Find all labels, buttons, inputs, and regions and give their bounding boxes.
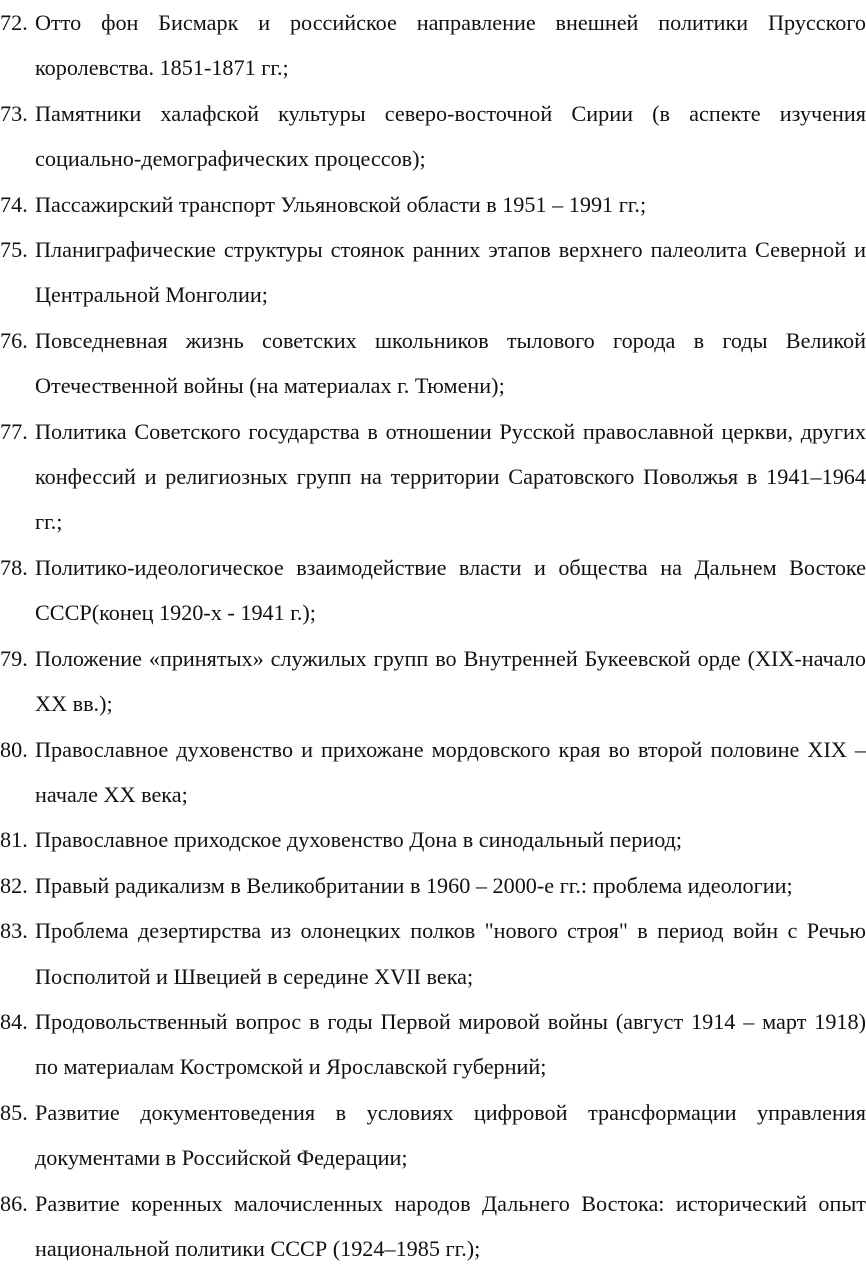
item-number: 74. bbox=[0, 191, 28, 217]
list-item bbox=[0, 817, 866, 862]
item-number: 75. bbox=[0, 237, 28, 263]
item-text: Проблема дезертирства из олонецких полков "нового строя" в период войн с Речью Посполитой и Швецией в середине XVII века; bbox=[35, 918, 866, 989]
list-item bbox=[0, 409, 866, 545]
item-number: 73. bbox=[0, 100, 28, 126]
item-number: 79. bbox=[0, 645, 28, 671]
item-text: Памятники халафской культуры северо-восточной Сирии (в аспекте изучения социально-демографических процессов); bbox=[35, 100, 866, 172]
item-text: Политико-идеологическое взаимодействие власти и общества на Дальнем Востоке СССР(конец 1920-х - 1941 г.); bbox=[35, 554, 866, 626]
list-item bbox=[0, 863, 866, 908]
item-number: 76. bbox=[0, 327, 28, 353]
item-number: 80. bbox=[0, 736, 28, 762]
list-item bbox=[0, 999, 866, 1090]
item-text: Отто фон Бисмарк и российское направление внешней политики Прусского королевства. 1851-1871 гг.; bbox=[35, 10, 866, 81]
item-text: Православное духовенство и прихожане мордовского края во второй половине XIX – начале XX века; bbox=[35, 736, 866, 807]
item-text: Политика Советского государства в отношении Русской православной церкви, других конфессий и религиозных групп на территории Саратовского Поволжья в 1941–1964 гг.; bbox=[35, 418, 866, 535]
item-number: 85. bbox=[0, 1099, 28, 1125]
item-number: 83. bbox=[0, 918, 28, 944]
item-number: 78. bbox=[0, 554, 28, 580]
item-text: Продовольственный вопрос в годы Первой мировой войны (август 1914 – март 1918) по материалам Костромской и Ярославской губерний; bbox=[35, 1008, 866, 1080]
item-text: Развитие коренных малочисленных народов Дальнего Востока: исторический опыт национальной политики СССР (1924–1985 гг.); bbox=[35, 1190, 866, 1261]
list-item bbox=[0, 545, 866, 636]
item-text: Правый радикализм в Великобритании в 1960 – 2000-е гг.: проблема идеологии; bbox=[35, 872, 793, 898]
item-text: Положение «принятых» служилых групп во Внутренней Букеевской орде (XIX-начало XX вв.); bbox=[35, 645, 866, 717]
list-item bbox=[0, 908, 866, 999]
item-text: Пассажирский транспорт Ульяновской области в 1951 – 1991 гг.; bbox=[35, 191, 647, 217]
item-text: Планиграфические структуры стоянок ранних этапов верхнего палеолита Северной и Центральной Монголии; bbox=[35, 237, 866, 308]
list-item bbox=[0, 1181, 866, 1272]
item-number: 81. bbox=[0, 827, 28, 853]
item-number: 86. bbox=[0, 1190, 28, 1216]
list-item bbox=[0, 1090, 866, 1181]
item-number: 72. bbox=[0, 10, 28, 35]
item-number: 84. bbox=[0, 1008, 28, 1034]
list-item bbox=[0, 727, 866, 818]
list-item bbox=[0, 318, 866, 409]
list-item bbox=[0, 636, 866, 727]
item-text: Повседневная жизнь советских школьников тылового города в годы Великой Отечественной войны (на материалах г. Тюмени); bbox=[35, 327, 866, 399]
list-item bbox=[0, 227, 866, 318]
item-text: Православное приходское духовенство Дона в синодальный период; bbox=[35, 827, 683, 853]
item-text: Развитие документоведения в условиях цифровой трансформации управления документами в Российской Федерации; bbox=[35, 1099, 866, 1171]
item-number: 77. bbox=[0, 418, 28, 444]
list-item bbox=[0, 91, 866, 182]
list-item bbox=[0, 0, 866, 91]
list-item bbox=[0, 182, 866, 227]
item-number: 82. bbox=[0, 872, 28, 898]
